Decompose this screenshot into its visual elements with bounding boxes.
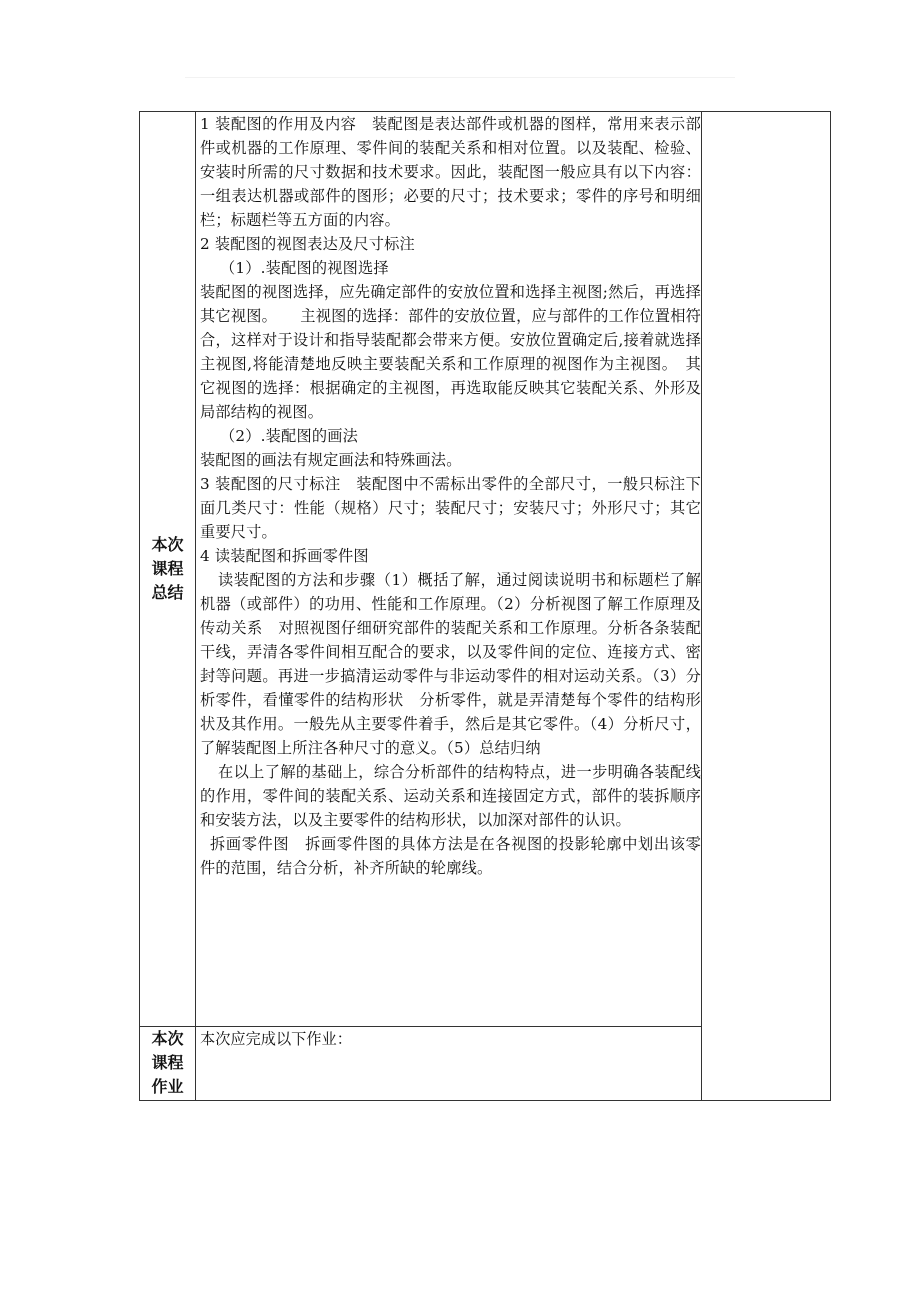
summary-paragraph-11: 拆画零件图 拆画零件图的具体方法是在各视图的投影轮廓中划出该零件的范围，结合分析，补齐所缺的轮廓线。 [200, 835, 701, 877]
homework-text: 本次应完成以下作业： [200, 1030, 352, 1048]
summary-label: 本次课程总结 [151, 535, 184, 602]
summary-paragraph-1: 1 装配图的作用及内容 装配图是表达部件或机器的图样，常用来表示部件或机器的工作原理、零件间的装配关系和相对位置。以及装配、检验、安装时所需的尺寸数据和技术要求。因此，装配图一般应具有以下内容：一组表达机器或部件的图形；必要的尺寸；技术要求；零件的序号和明细栏；标题栏等五方面的内容。 [200, 115, 701, 229]
summary-label-cell [140, 112, 196, 1027]
summary-paragraph-5: （2）.装配图的画法 [220, 427, 358, 445]
summary-paragraph-3: （1）.装配图的视图选择 [220, 259, 389, 277]
homework-label-cell [140, 1027, 196, 1101]
summary-content-cell [196, 112, 702, 1027]
summary-paragraph-10: 在以上了解的基础上，综合分析部件的结构特点，进一步明确各装配线的作用，零件间的装配关系、运动关系和连接固定方式，部件的装拆顺序和安装方法，以及主要零件的结构形状，以加深对部件的认识。 [200, 763, 701, 829]
summary-paragraph-2: 2 装配图的视图表达及尺寸标注 [200, 235, 415, 253]
header-rule [185, 77, 735, 78]
summary-paragraph-6: 装配图的画法有规定画法和特殊画法。 [200, 451, 462, 469]
lesson-table [139, 111, 831, 1101]
homework-content-cell [196, 1027, 702, 1101]
summary-paragraph-4: 装配图的视图选择，应先确定部件的安放位置和选择主视图;然后，再选择其它视图。 主视图的选择：部件的安放位置，应与部件的工作位置相符合，这样对于设计和指导装配都会带来方便。安放位置确定后,接着就选择主视图,将能清楚地反映主要装配关系和工作原理的视图作为主视图。 其它视图的选择：根据确定的主视图，再选取能反映其它装配关系、外形及局部结构的视图。 [200, 283, 701, 421]
summary-paragraph-8: 4 读装配图和拆画零件图 [200, 547, 369, 565]
summary-paragraph-7: 3 装配图的尺寸标注 装配图中不需标出零件的全部尺寸，一般只标注下面几类尺寸：性能（规格）尺寸；装配尺寸；安装尺寸；外形尺寸；其它重要尺寸。 [200, 475, 701, 541]
summary-paragraph-9: 读装配图的方法和步骤（1）概括了解，通过阅读说明书和标题栏了解机器（或部件）的功用、性能和工作原理。（2）分析视图了解工作原理及传动关系 对照视图仔细研究部件的装配关系和工作原理。分析各条装配干线，弄清各零件间相互配合的要求，以及零件间的定位、连接方式、密封等问题。再进一步搞清运动零件与非运动零件的相对运动关系。（3）分析零件，看懂零件的结构形状 分析零件，就是弄清楚每个零件的结构形状及其作用。一般先从主要零件着手，然后是其它零件。（4）分析尺寸，了解装配图上所注各种尺寸的意义。（5）总结归纳 [200, 571, 701, 757]
remarks-cell [702, 112, 831, 1101]
homework-label: 本次课程作业 [151, 1029, 184, 1096]
summary-row [140, 112, 831, 1027]
